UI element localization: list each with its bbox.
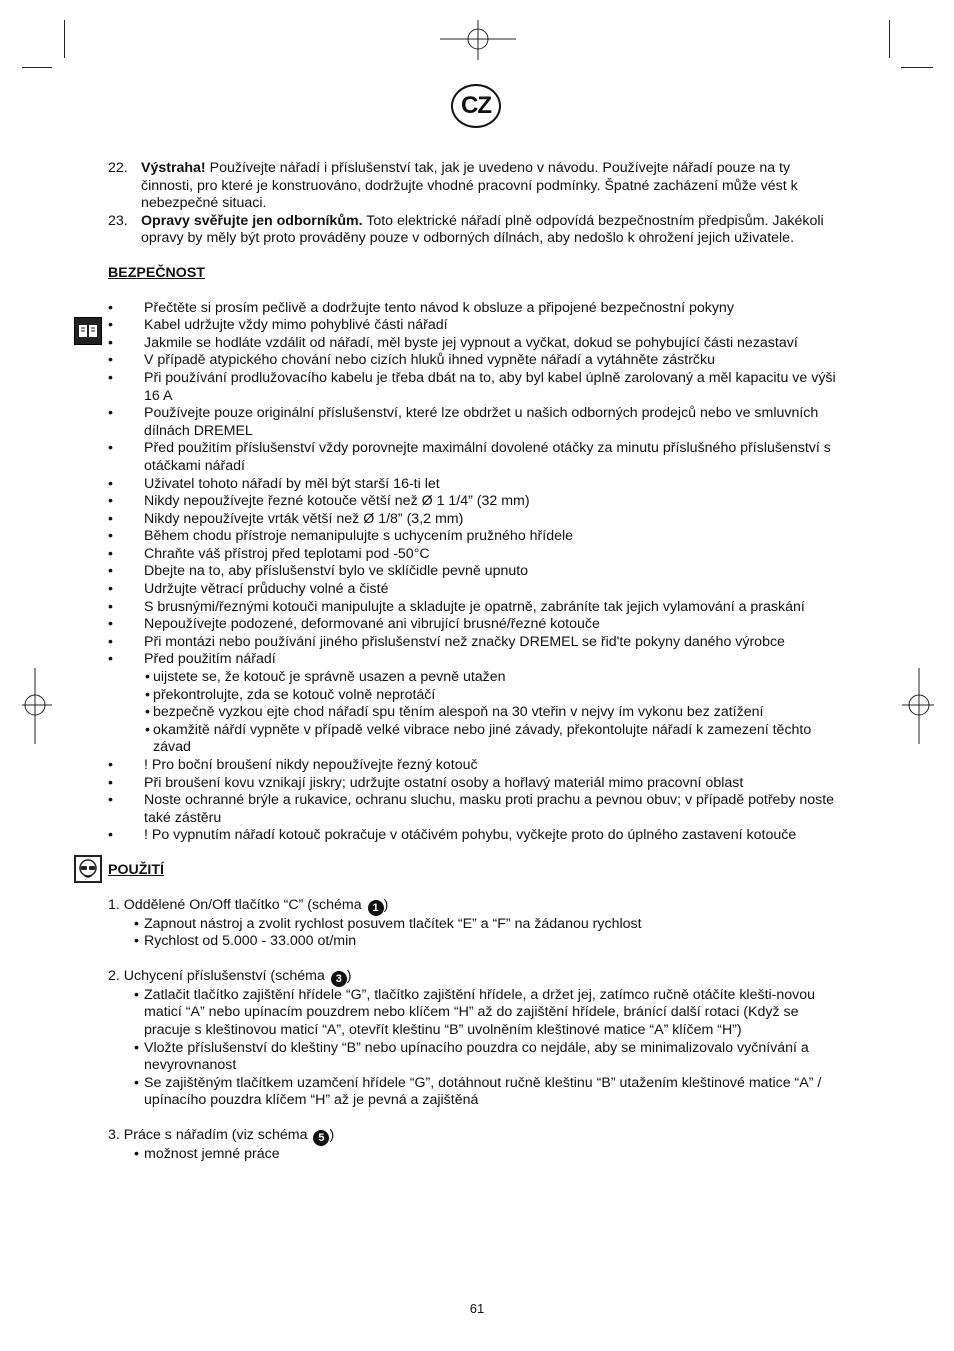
step-title: 1. Oddělené On/Off tlačítko “C” (schéma 1 ) — [108, 896, 389, 914]
list-item: • Používejte pouze originální příslušenství, které lze obdržet u našich odborných prodejců nebo ve smluvních dílnách DREMEL — [108, 405, 819, 439]
sub-list-item: • bezpečně vyzkou ejte chod nářadí spu těním alespoň na 30 vteřin v nejvy ím vykonu bez zatížení — [145, 704, 764, 721]
sub-list-item: • možnost jemné práce — [134, 1145, 280, 1162]
list-item: • Noste ochranné brýle a rukavice, ochranu sluchu, masku proti prachu a pevnou obuv; v případě potřeby noste také zástěru — [108, 792, 835, 826]
item-bold-lead: Výstraha! — [141, 160, 206, 176]
list-item: • Jakmile se hodláte vzdálit od nářadí, měl byste jej vypnout a vyčkat, dokud se pohybující části nezastaví — [108, 334, 798, 351]
list-item: • Při montázi nebo používání jiného přislušenství než značky DREMEL se řid'te pokyny daného výrobce — [108, 633, 785, 650]
usage-step-2 — [108, 968, 844, 1110]
numbered-item-23 — [108, 213, 844, 248]
list-item: • Nikdy nepoužívejte vrták větší než Ø 1/8” (3,2 mm) — [108, 510, 464, 527]
crop-mark-tl-h — [22, 67, 52, 68]
usage-step-1 — [108, 897, 844, 951]
crop-mark-tr-h — [901, 67, 933, 68]
list-item: • Dbejte na to, aby příslušenství bylo ve sklíčidle pevně upnuto — [108, 563, 529, 580]
sub-list-item: • Vložte příslušenství do kleštiny “B” nebo upínacího pouzdra co nejdále, aby se minimalizovalo vyčnívání a nevyrovnanost — [134, 1039, 809, 1074]
sub-list-item: • Rychlost od 5.000 - 33.000 ot/min — [134, 933, 357, 950]
sub-list-item: • Zatlačit tlačítko zajištění hřídele “G”, tlačítko zajištění hřídele, a držet jej, zatímco ručně otáčíte klešti-novou maticí “A” nebo upínacím pouzdrem nebo klíčem “H” až do zajištění hřídele, bránící další rotaci (Když se pracuje s kleštinovou maticí “A”, otevřít kleštinu “B” uvolněním kleštinové matice “A” klíčem “H”) — [134, 986, 816, 1038]
list-item: • V případě atypického chování nebo cizích hluků ihned vypněte nářadí a vytáhněte zástrčku — [108, 352, 716, 369]
figure-number-badge: 3 — [331, 971, 347, 987]
sub-list-item: • Se zajištěným tlačítkem uzamčení hřídele “G”, dotáhnout ručně kleštinu “B” utažením kleštinové matice “A” / upínacího pouzdra klíčem “H” až je pevná a zajištěná — [134, 1074, 822, 1109]
item-bold-lead: Opravy svěřujte jen odborníkům. — [141, 212, 363, 229]
list-item: • Nepoužívejte podozené, deformované ani vibrující brusné/řezné kotouče — [108, 616, 600, 633]
item-number: 22. — [108, 160, 128, 176]
list-item: • Uživatel tohoto nářadí by měl být starší 16-ti let — [108, 475, 440, 492]
figure-number-badge: 1 — [368, 900, 384, 916]
page-number: 61 — [469, 1301, 485, 1316]
registration-mark-right-icon — [902, 668, 934, 744]
list-item: • Nikdy nepoužívejte řezné kotouče větší než Ø 1 1/4” (32 mm) — [108, 493, 530, 510]
list-item: • S brusnými/řeznými kotouči manipulujte a skladujte je opatrně, zabráníte tak jejich vylamování a praskání — [108, 598, 805, 615]
section-heading-usage: POUŽITÍ — [108, 861, 164, 878]
registration-mark-left-icon — [22, 668, 52, 744]
country-badge: CZ — [451, 84, 501, 128]
list-item: • Během chodu přístroje nemanipulujte s uchycením pružného hřídele — [108, 528, 574, 545]
registration-mark-top-icon — [440, 20, 516, 60]
crop-mark-tl-v — [64, 20, 65, 58]
protective-equipment-icon — [74, 855, 102, 883]
list-item: • Kabel udržujte vždy mimo pohyblivé části nářadí — [108, 317, 448, 334]
read-manual-icon — [74, 317, 102, 345]
sub-list-item: • Zapnout nástroj a zvolit rychlost posuvem tlačítek “E” a “F” na žádanou rychlost — [134, 915, 642, 932]
list-item: • Před použitím nářadí — [108, 651, 276, 668]
page-content — [108, 160, 844, 1164]
item-text: Používejte nářadí i příslušenství tak, jak je uvedeno v návodu. Používejte nářadí pouze na ty činnosti, pro které je konstruováno, dodržujte vhodné pracovní podmínky. Špatné zacházení může vést k nebezpečné situaci. — [141, 160, 798, 212]
step-title: 2. Uchycení příslušenství (schéma 3 ) — [108, 967, 352, 985]
sub-list-item: • okamžitě nářdí vypněte v případě velké vibrace nebo jiné závady, překontolujte nářadí k zamezení těchto závad — [145, 721, 812, 756]
list-item: • Při broušení kovu vznikají jiskry; udržujte ostatní osoby a hořlavý materiál mimo pracovní oblast — [108, 774, 744, 791]
usage-step-3 — [108, 1127, 844, 1164]
safety-list — [108, 300, 844, 845]
list-item: • Udržujte větrací průduchy volné a čisté — [108, 581, 389, 598]
sub-list-item: • překontrolujte, zda se kotouč volně neprotáčí — [145, 686, 436, 703]
crop-mark-tr-v — [889, 20, 890, 58]
item-number: 23. — [108, 212, 128, 229]
step-title: 3. Práce s nářadím (viz schéma 5 ) — [108, 1126, 335, 1144]
list-item: • Přečtěte si prosím pečlivě a dodržujte tento návod k obsluze a připojené bezpečnostní pokyny — [108, 299, 734, 316]
list-item: • ! Pro boční broušení nikdy nepoužívejte řezný kotouč — [108, 757, 478, 773]
list-item: • Před použitím příslušenství vždy porovnejte maximální dovolené otáčky za minutu příslušného příslušenství s otáčkami nářadí — [108, 440, 831, 474]
list-item: • Při používání prodlužovacího kabelu je třeba dbát na to, aby byl kabel úplně zarolovaný a měl kapacitu ve výši 16 A — [108, 369, 836, 404]
item-text: Toto elektrické nářadí plně odpovídá bezpečnostním předpisům. Jakékoli opravy by měly být proto prováděny pouze v odborných dílnách, aby nedošlo k ohrožení jejich uživatele. — [141, 212, 824, 247]
list-item: • Chraňte váš přístroj před teplotami pod -50°C — [108, 545, 430, 562]
list-item: • ! Po vypnutím nářadí kotouč pokračuje v otáčivém pohybu, vyčkejte proto do úplného zastavení kotouče — [108, 827, 797, 844]
section-heading-safety: BEZPEČNOST — [108, 264, 205, 281]
numbered-item-22 — [108, 160, 844, 213]
sub-list-item: • uijstete se, že kotouč je správně usazen a pevně utažen — [145, 669, 506, 686]
figure-number-badge: 5 — [313, 1130, 329, 1146]
